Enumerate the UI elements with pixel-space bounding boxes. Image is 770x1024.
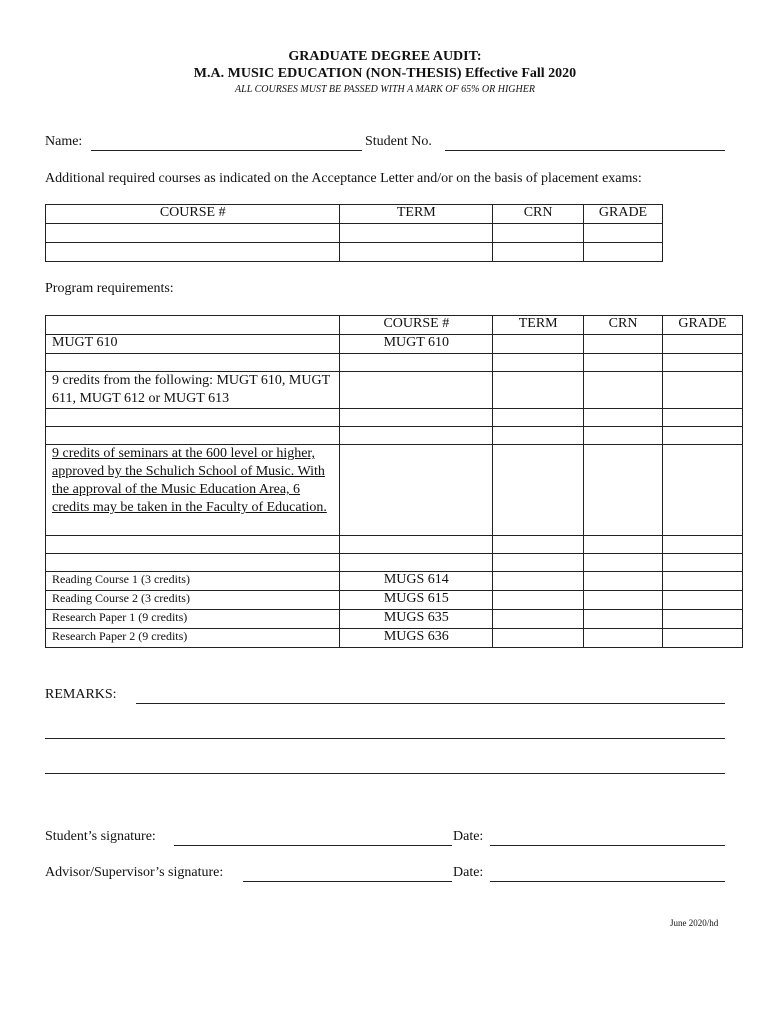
student-date-field[interactable] — [490, 845, 725, 846]
student-signature-field[interactable] — [174, 845, 452, 846]
grade-cell[interactable] — [663, 372, 743, 409]
course-mugt610: MUGT 610 — [340, 335, 493, 354]
term-cell[interactable] — [493, 629, 584, 648]
term-cell[interactable] — [493, 427, 584, 445]
program-col-course: COURSE # — [340, 316, 493, 335]
requirement-reading-1: Reading Course 1 (3 credits) — [46, 572, 340, 591]
grade-cell[interactable] — [663, 572, 743, 591]
course-cell[interactable] — [340, 372, 493, 409]
additional-crn-cell[interactable] — [493, 224, 584, 243]
term-cell[interactable] — [493, 335, 584, 354]
grade-cell[interactable] — [663, 409, 743, 427]
term-cell[interactable] — [493, 572, 584, 591]
advisor-date-label: Date: — [453, 865, 484, 880]
program-requirements-table — [45, 315, 743, 648]
grade-cell[interactable] — [663, 610, 743, 629]
additional-course-cell[interactable] — [46, 224, 340, 243]
additional-course-cell[interactable] — [46, 243, 340, 262]
additional-grade-cell[interactable] — [584, 243, 663, 262]
requirement-seminars: 9 credits of seminars at the 600 level or higher, approved by the Schulich School of Music. With the approval of the Music Education Area, 6 credits may be taken in the Faculty of Education. — [46, 445, 340, 536]
term-cell[interactable] — [493, 554, 584, 572]
crn-cell[interactable] — [584, 572, 663, 591]
student-no-label: Student No. — [365, 134, 432, 149]
name-label: Name: — [45, 134, 83, 149]
blank-cell — [46, 427, 340, 445]
advisor-date-field[interactable] — [490, 881, 725, 882]
term-cell[interactable] — [493, 372, 584, 409]
course-cell[interactable] — [340, 354, 493, 372]
additional-courses-intro: Additional required courses as indicated on the Acceptance Letter and/or on the basis of placement exams: — [45, 171, 642, 186]
crn-cell[interactable] — [584, 354, 663, 372]
grade-cell[interactable] — [663, 427, 743, 445]
blank-cell — [46, 354, 340, 372]
program-requirements-label: Program requirements: — [45, 281, 174, 296]
course-cell[interactable] — [340, 554, 493, 572]
term-cell[interactable] — [493, 354, 584, 372]
additional-grade-cell[interactable] — [584, 224, 663, 243]
blank-cell — [46, 554, 340, 572]
additional-col-grade: GRADE — [584, 205, 663, 224]
grade-cell[interactable] — [663, 536, 743, 554]
term-cell[interactable] — [493, 409, 584, 427]
grade-cell[interactable] — [663, 445, 743, 536]
term-cell[interactable] — [493, 445, 584, 536]
additional-term-cell[interactable] — [340, 243, 493, 262]
requirement-header-cell — [46, 316, 340, 335]
grade-cell[interactable] — [663, 354, 743, 372]
requirement-electives: 9 credits from the following: MUGT 610, MUGT 611, MUGT 612 or MUGT 613 — [46, 372, 340, 409]
blank-cell — [46, 536, 340, 554]
form-title-line-1: GRADUATE DEGREE AUDIT: — [288, 49, 482, 64]
course-mugs614: MUGS 614 — [340, 572, 493, 591]
remarks-label: REMARKS: — [45, 687, 117, 702]
additional-crn-cell[interactable] — [493, 243, 584, 262]
course-cell[interactable] — [340, 536, 493, 554]
blank-cell — [46, 409, 340, 427]
crn-cell[interactable] — [584, 335, 663, 354]
grade-cell[interactable] — [663, 629, 743, 648]
additional-col-crn: CRN — [493, 205, 584, 224]
crn-cell[interactable] — [584, 427, 663, 445]
crn-cell[interactable] — [584, 409, 663, 427]
course-cell[interactable] — [340, 445, 493, 536]
term-cell[interactable] — [493, 591, 584, 610]
course-mugs635: MUGS 635 — [340, 610, 493, 629]
advisor-signature-field[interactable] — [243, 881, 452, 882]
requirement-reading-2: Reading Course 2 (3 credits) — [46, 591, 340, 610]
remarks-line-2[interactable] — [45, 738, 725, 739]
student-date-label: Date: — [453, 829, 484, 844]
crn-cell[interactable] — [584, 610, 663, 629]
name-field[interactable] — [91, 150, 362, 151]
course-cell[interactable] — [340, 409, 493, 427]
crn-cell[interactable] — [584, 372, 663, 409]
revision-note: June 2020/hd — [670, 918, 719, 928]
term-cell[interactable] — [493, 536, 584, 554]
grade-cell[interactable] — [663, 335, 743, 354]
student-signature-label: Student’s signature: — [45, 829, 156, 844]
additional-col-course: COURSE # — [46, 205, 340, 224]
remarks-line-3[interactable] — [45, 773, 725, 774]
program-col-term: TERM — [493, 316, 584, 335]
student-no-field[interactable] — [445, 150, 725, 151]
course-mugs615: MUGS 615 — [340, 591, 493, 610]
crn-cell[interactable] — [584, 629, 663, 648]
course-mugs636: MUGS 636 — [340, 629, 493, 648]
additional-courses-table — [45, 204, 663, 262]
crn-cell[interactable] — [584, 536, 663, 554]
term-cell[interactable] — [493, 610, 584, 629]
requirement-mugt610: MUGT 610 — [46, 335, 340, 354]
requirement-research-1: Research Paper 1 (9 credits) — [46, 610, 340, 629]
course-cell[interactable] — [340, 427, 493, 445]
program-col-grade: GRADE — [663, 316, 743, 335]
crn-cell[interactable] — [584, 591, 663, 610]
passing-mark-notice: ALL COURSES MUST BE PASSED WITH A MARK OF 65% OR HIGHER — [235, 84, 535, 95]
crn-cell[interactable] — [584, 554, 663, 572]
grade-cell[interactable] — [663, 554, 743, 572]
grade-cell[interactable] — [663, 591, 743, 610]
additional-term-cell[interactable] — [340, 224, 493, 243]
crn-cell[interactable] — [584, 445, 663, 536]
remarks-line-1[interactable] — [136, 703, 725, 704]
additional-col-term: TERM — [340, 205, 493, 224]
requirement-research-2: Research Paper 2 (9 credits) — [46, 629, 340, 648]
form-title-line-2: M.A. MUSIC EDUCATION (NON-THESIS) Effective Fall 2020 — [193, 66, 577, 81]
advisor-signature-label: Advisor/Supervisor’s signature: — [45, 865, 224, 880]
program-col-crn: CRN — [584, 316, 663, 335]
